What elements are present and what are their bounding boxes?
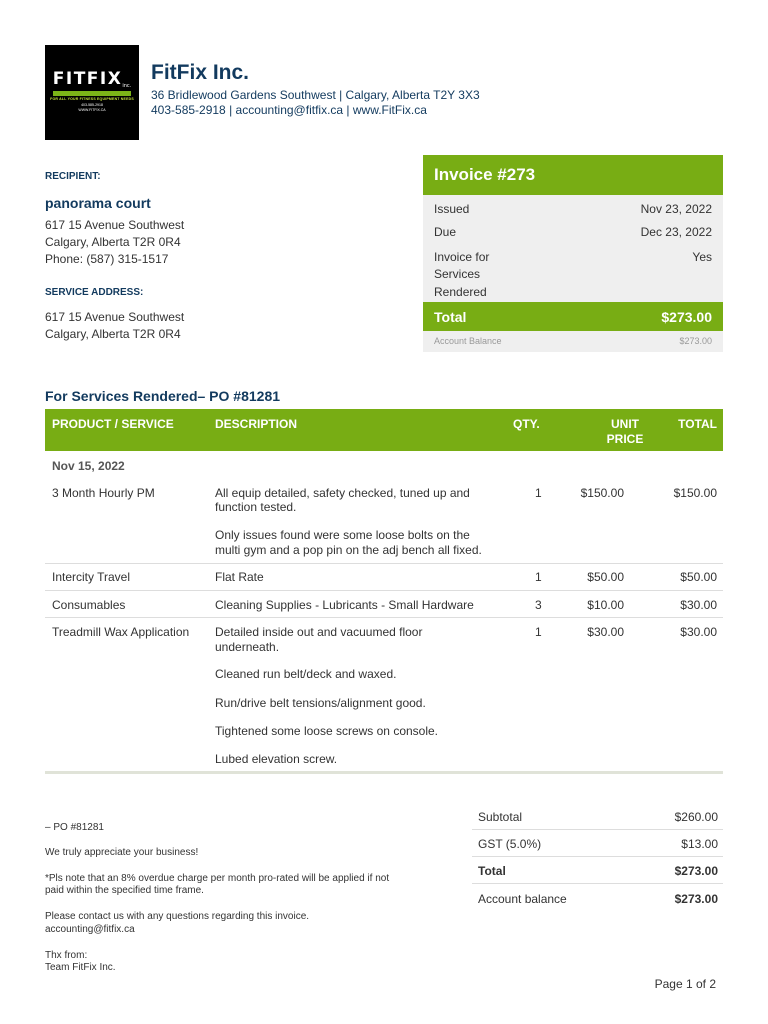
account-balance-value: $273.00 — [674, 892, 718, 906]
th-unit-price — [590, 417, 660, 447]
summary-divider — [472, 856, 723, 857]
note-thanks: We truly appreciate your business! — [45, 847, 199, 858]
row-2-desc-1: Flat Rate — [215, 570, 264, 584]
recipient-address-1: 617 15 Avenue Southwest — [45, 218, 185, 232]
gst-label: GST (5.0%) — [478, 837, 542, 851]
logo-phone: 403-585-2918 — [81, 103, 103, 107]
service-address-2: Calgary, Alberta T2R 0R4 — [45, 327, 181, 341]
invoice-title: Invoice #273 — [434, 165, 536, 184]
row-divider — [45, 590, 723, 591]
row-2-total: $50.00 — [680, 570, 717, 584]
row-3-unit: $10.00 — [587, 598, 624, 612]
row-4-qty: 1 — [535, 625, 542, 639]
company-contact: 403-585-2918 | accounting@fitfix.ca | www.FitFix.ca — [151, 103, 427, 117]
issued-value: Nov 23, 2022 — [640, 202, 712, 216]
services-label-2: Services — [434, 267, 481, 281]
invoice-total-value: $273.00 — [661, 309, 712, 325]
subtotal-value: $260.00 — [674, 810, 718, 824]
recipient-label: RECIPIENT: — [45, 171, 101, 182]
invoice-balance-label: Account Balance — [434, 336, 502, 346]
page-number: Page 1 of 2 — [654, 977, 716, 991]
logo-tagline: FOR ALL YOUR FITNESS EQUIPMENT NEEDS — [50, 97, 134, 101]
company-address: 36 Bridlewood Gardens Southwest | Calgary, Alberta T2Y 3X3 — [151, 88, 480, 102]
row-1-total: $150.00 — [673, 486, 717, 500]
row-4-desc-4: Run/drive belt tensions/alignment good. — [215, 696, 426, 710]
account-balance-label: Account balance — [478, 892, 567, 906]
row-divider — [45, 617, 723, 618]
invoice-total-label: Total — [434, 309, 467, 325]
table-header — [45, 409, 723, 451]
row-3-product: Consumables — [52, 598, 126, 612]
table-bottom-rule — [45, 771, 723, 774]
th-product: PRODUCT / SERVICE — [52, 417, 174, 431]
recipient-name: panorama court — [45, 195, 151, 211]
services-value: Yes — [692, 250, 712, 264]
service-address-label: SERVICE ADDRESS: — [45, 287, 144, 298]
note-po: – PO #81281 — [45, 822, 104, 833]
due-label: Due — [434, 225, 457, 239]
subtotal-label: Subtotal — [478, 810, 523, 824]
row-3-qty: 3 — [535, 598, 542, 612]
logo-site: WWW.FITFIX.CA — [78, 108, 106, 112]
th-total: TOTAL — [678, 417, 717, 431]
row-2-qty: 1 — [535, 570, 542, 584]
note-overdue-1: *Pls note that an 8% overdue charge per month pro-rated will be applied if not — [45, 873, 390, 884]
row-4-unit: $30.00 — [587, 625, 624, 639]
row-4-desc-3: Cleaned run belt/deck and waxed. — [215, 667, 397, 681]
row-4-product: Treadmill Wax Application — [52, 625, 190, 639]
invoice-total-bar — [423, 302, 723, 331]
summary-divider — [472, 829, 723, 830]
logo-text: FITFIX — [52, 69, 123, 89]
note-signoff-2: Team FitFix Inc. — [45, 962, 116, 973]
issued-label: Issued — [434, 202, 470, 216]
company-logo — [45, 45, 139, 140]
note-contact-1: Please contact us with any questions regarding this invoice. — [45, 911, 310, 922]
company-name: FitFix Inc. — [151, 61, 250, 84]
note-contact-email: accounting@fitfix.ca — [45, 924, 135, 935]
row-1-desc-2: function tested. — [215, 500, 297, 514]
row-4-desc-6: Lubed elevation screw. — [215, 752, 338, 766]
due-value: Dec 23, 2022 — [640, 225, 712, 239]
note-signoff-1: Thx from: — [45, 950, 88, 961]
note-overdue-2: paid within the specified time frame. — [45, 885, 204, 896]
services-label-3: Rendered — [434, 285, 487, 299]
summary-total-value: $273.00 — [674, 864, 718, 878]
row-1-desc-4: multi gym and a pop pin on the adj bench all fixed. — [215, 543, 482, 557]
row-1-product: 3 Month Hourly PM — [52, 486, 155, 500]
row-1-unit: $150.00 — [580, 486, 624, 500]
row-3-total: $30.00 — [680, 598, 717, 612]
summary-total-label: Total — [478, 864, 506, 878]
row-1-desc-3: Only issues found were some loose bolts on the — [215, 528, 470, 542]
row-4-desc-2: underneath. — [215, 640, 280, 654]
row-4-total: $30.00 — [680, 625, 717, 639]
services-label-1: Invoice for — [434, 250, 490, 264]
row-4-desc-1: Detailed inside out and vacuumed floor — [215, 625, 423, 639]
row-2-product: Intercity Travel — [52, 570, 131, 584]
service-date: Nov 15, 2022 — [52, 459, 125, 473]
row-1-qty: 1 — [535, 486, 542, 500]
th-unit-price-1: UNIT — [611, 417, 639, 431]
logo-inc: inc. — [122, 83, 132, 89]
row-2-unit: $50.00 — [587, 570, 624, 584]
row-divider — [45, 563, 723, 564]
section-title: For Services Rendered– PO #81281 — [45, 388, 281, 404]
th-qty: QTY. — [513, 417, 540, 431]
logo-bar — [53, 91, 131, 96]
recipient-phone: Phone: (587) 315-1517 — [45, 252, 169, 266]
recipient-address-2: Calgary, Alberta T2R 0R4 — [45, 235, 181, 249]
invoice-balance-value: $273.00 — [679, 336, 712, 346]
gst-value: $13.00 — [681, 837, 718, 851]
invoice-header — [423, 155, 723, 195]
row-1-desc-1: All equip detailed, safety checked, tuned up and — [215, 486, 470, 500]
summary-divider — [472, 883, 723, 884]
th-unit-price-2: PRICE — [606, 432, 644, 446]
row-4-desc-5: Tightened some loose screws on console. — [215, 724, 439, 738]
service-address-1: 617 15 Avenue Southwest — [45, 310, 185, 324]
th-description: DESCRIPTION — [215, 417, 298, 431]
row-3-desc-1: Cleaning Supplies - Lubricants - Small Hardware — [215, 598, 474, 612]
